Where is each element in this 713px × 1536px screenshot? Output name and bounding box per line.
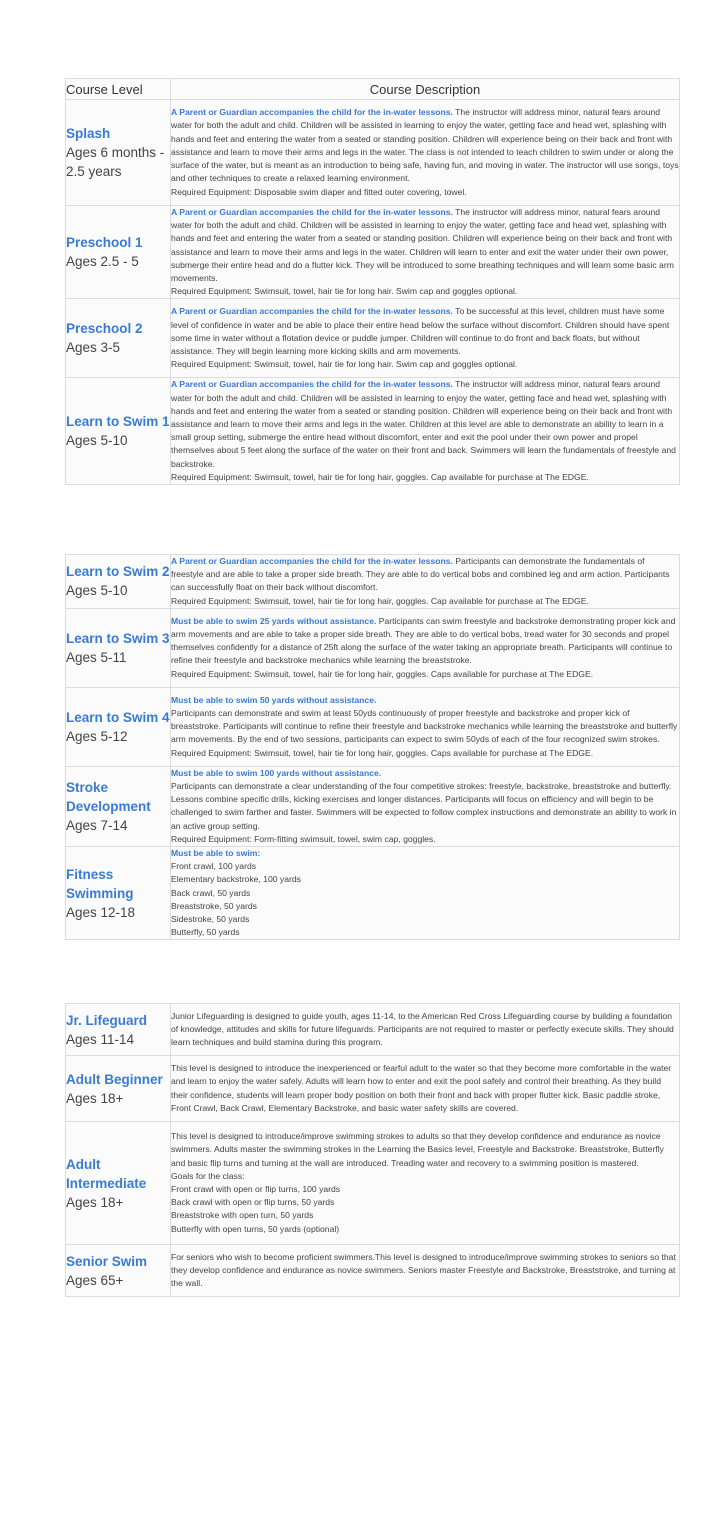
course-description-text: The instructor will address minor, natural fears around water for both the adult and child. Children will be assisted in learning to enjoy the water, getting face and head wet, splashing with hands and feet and entering the water from a seated or standing position. Children will experience being on their back and front with assistance and learn to move their arms and legs in the water. Children will learn to enter and exit the water under their own power, submerge their entire head and do a flutter kick. They will be introduced to some breathing techniques and will learn some basic arm movements. [171,207,674,284]
course-level-cell [66,766,171,846]
course-age: Ages 11-14 [66,1031,135,1047]
table-header-row [66,79,680,100]
course-description-cell [171,100,680,206]
course-name: Senior Swim [66,1253,148,1269]
course-age: Ages 65+ [66,1272,124,1288]
course-detail-line: Required Equipment: Swimsuit, towel, hair tie for long hair, goggles. Caps available for purchase at The EDGE. [171,668,594,679]
course-level-cell [66,299,171,378]
table-1-body [66,100,680,485]
course-description [171,767,679,780]
course-detail-line: Participants can demonstrate and swim at least 50yds continuously of proper freestyle and backstroke and proper kick of breaststroke. Participants will continue to refine their freestyle and backstroke mechanics while learning the breaststroke and butterfly arm movements. By the end of two sessions, participants can expect to swim 50yds of each of the four recognized swim strokes. [171,708,678,745]
course-row [66,378,680,485]
course-detail-line: Breaststroke with open turn, 50 yards [171,1210,314,1221]
course-row [66,847,680,940]
course-row [66,206,680,299]
course-age: Ages 3-5 [66,340,121,356]
course-description-text: Participants can swim freestyle and backstroke demonstrating proper kick and arm movements and are able to take a proper side breath. They are able to do vertical bobs, tread water for 30 seconds and propel themselves confidently for a distance of 25ft along the surface of the water taking an appropriate breath. Participants will continue to refine their freestyle and backstroke mechanics while learning the breaststroke. [171,615,676,666]
course-description-text: The instructor will address minor, natural fears around water for both the adult and child. Children will be assisted in learning to enjoy the water, getting face and head wet, splashing with hands and feet and entering the water from a seated or standing position. Children will experience being on their back and front with assistance and learn to move their arms and legs in the water. The class is not intended to teach children to swim under or along the surface of the water, but is meant as an introduction to being safe, having fun, and moving in water. The instructor will use songs, toys and other techniques to create a relaxed learning environment. [171,107,679,184]
course-description-cell [171,1056,680,1122]
course-description-cell [171,1122,680,1245]
course-description [171,1010,679,1050]
course-detail-line: Elementary backstroke, 100 yards [171,874,301,885]
course-age: Ages 18+ [66,1090,124,1106]
course-detail-line: Required Equipment: Swimsuit, towel, hair tie for long hair. Swim cap and goggles optional. [171,359,518,370]
course-description [171,106,679,185]
course-table-1 [65,78,680,485]
course-name: Learn to Swim 4 [66,709,170,725]
course-description-cell [171,299,680,378]
course-age: Ages 5-12 [66,728,128,744]
course-description [171,1251,679,1291]
table-2-body [66,555,680,940]
course-name: Splash [66,126,111,141]
course-description-cell [171,1004,680,1056]
course-description-text: This level is designed to introduce the inexperienced or fearful adult to the water so that they become more comfortable in the water and learn to enjoy the water safely. Adults will learn how to enter and exit the pool safely and control their breathing. As they build their confidence, students will learn proper body position on both their front and back with proper flutter kick. Basic paddle stroke, Front Crawl, Back Crawl, Elementary Backstroke, and basic water safety skills are covered. [171,1063,672,1113]
course-row [66,299,680,378]
course-level-cell [66,1245,171,1297]
course-description-cell [171,766,680,846]
course-prerequisite: A Parent or Guardian accompanies the child for the in-water lessons. [171,207,453,217]
course-level-cell [66,378,171,485]
course-age: Ages 5-10 [66,433,128,449]
header-course-level: Course Level [66,79,171,100]
course-name: Preschool 2 [66,321,143,337]
course-detail-line: Required Equipment: Swimsuit, towel, hair tie for long hair, goggles. Cap available for purchase at The EDGE. [171,595,589,606]
course-detail-line: Sidestroke, 50 yards [171,914,250,925]
course-row [66,1004,680,1056]
course-prerequisite: A Parent or Guardian accompanies the child for the in-water lessons. [171,306,453,317]
course-description [171,1130,679,1170]
course-age: Ages 12-18 [66,904,136,920]
course-level-cell [66,1004,171,1056]
course-description-text: For seniors who wish to become proficient swimmers.This level is designed to introduce/improve swimming strokes to seniors so that they develop confidence and endurance as novice swimmers. Seniors master Freestyle and Backstroke, Breaststroke, and turning at the wall. [171,1251,676,1289]
course-description-text: To be successful at this level, children must have some level of confidence in water and be able to place their entire head below the surface without discomfort. Children should have spent some time in water without a flotation device or puddle jumper. Children will continue to do front and back floats, but without assistance. They will begin learning more kicking skills and arm movements. [171,306,670,357]
course-row [66,555,680,609]
course-detail-line: Butterfly, 50 yards [171,927,240,938]
course-prerequisite: A Parent or Guardian accompanies the child for the in-water lessons. [171,379,453,390]
course-row [66,766,680,846]
course-description-cell [171,378,680,485]
course-row [66,687,680,766]
course-name: Learn to Swim 1 [66,414,170,430]
course-description-cell [171,555,680,609]
course-level-cell [66,1122,171,1245]
course-row [66,1056,680,1122]
course-detail-line: Back crawl, 50 yards [171,887,251,898]
course-age: Ages 7-14 [66,817,128,833]
course-description-cell [171,206,680,299]
course-name: Learn to Swim 2 [66,564,170,580]
course-level-cell [66,847,171,940]
course-level-cell [66,555,171,609]
course-age: Ages 2.5 - 5 [66,254,139,270]
course-detail-line: Front crawl with open or flip turns, 100 yards [171,1184,341,1194]
course-description-cell [171,847,680,940]
course-row [66,1122,680,1245]
course-detail-line: Back crawl with open or flip turns, 50 yards [171,1197,335,1208]
course-prerequisite: A Parent or Guardian accompanies the child for the in-water lessons. [171,556,453,566]
course-description-text: This level is designed to introduce/improve swimming strokes to adults so that they develop confidence and endurance as novice swimmers. Adults master the swimming strokes in the Learning the Basics level, Freestyle and Backstroke. Breaststroke, Butterfly and basic flip turns and turning at the wall are introduced. Treading water and recovery to a swimming position is mastered. [171,1131,664,1168]
course-detail-line: Participants can demonstrate a clear understanding of the four competitive strokes: freestyle, backstroke, breaststroke and butterfly. Lessons combine specific drills, kicking exercises and longer distances. Participants will focus on efficiency and will begin to be challenged to swim farther and faster. Swimmers will be expected to follow complex instructions and demonstrate an ability to work in an active group setting. [171,781,677,831]
course-age: Ages 18+ [66,1194,124,1210]
course-level-cell [66,100,171,206]
course-description [171,1062,679,1115]
course-detail-line: Breaststroke, 50 yards [171,900,257,911]
header-course-description: Course Description [171,79,680,100]
course-name: Learn to Swim 3 [66,630,170,646]
course-prerequisite: Must be able to swim: [171,848,261,859]
course-detail-line: Required Equipment: Form-fitting swimsuit, towel, swim cap, goggles. [171,833,436,844]
course-prerequisite: Must be able to swim 50 yards without assistance. [171,694,377,705]
course-name: Stroke Development [66,779,151,814]
course-name: Fitness Swimming [66,866,134,901]
course-detail-line: Required Equipment: Disposable swim diaper and fitted outer covering, towel. [171,186,467,197]
course-detail-line: Required Equipment: Swimsuit, towel, hair tie for long hair, goggles. Caps available for purchase at The EDGE. [171,747,594,758]
course-detail-line: Goals for the class: [171,1170,245,1181]
course-description [171,206,679,285]
course-age: Ages 6 months - 2.5 years [66,145,165,179]
course-detail-line: Front crawl, 100 yards [171,861,257,872]
course-level-cell [66,687,171,766]
course-level-cell [66,608,171,687]
course-prerequisite: Must be able to swim 100 yards without assistance. [171,767,382,778]
course-description-text: The instructor will address minor, natural fears around water for both the adult and child. Children will be assisted in learning to enjoy the water, getting face and head wet, splashing with hands and feet and entering the water from a seated or standing position. Children will experience being on their back and front with assistance and learn to move their arms and legs in the water. Children at this level are able to demonstrate an ability to learn in a small group setting, submerge the entire head without discomfort, enter and exit the pool under their own power and propel themselves about 5 feet along the surface of the water on their front and back. Swimmers will learn the fundamentals of freestyle and backstroke. [171,379,676,469]
course-age: Ages 5-10 [66,583,128,599]
course-age: Ages 5-11 [66,649,127,665]
course-row [66,100,680,206]
course-prerequisite: A Parent or Guardian accompanies the child for the in-water lessons. [171,107,453,118]
course-description [171,847,679,860]
table-3-body [66,1004,680,1297]
course-description-text: Participants can demonstrate the fundamentals of freestyle and are able to take a proper side breath. They are able to do vertical bobs and combined leg and arm action. Participants can successfully float on their back without discomfort. [171,556,670,593]
course-table-2 [65,554,680,940]
course-description-text: Junior Lifeguarding is designed to guide youth, ages 11-14, to the American Red Cross Lifeguarding course by building a foundation of knowledge, attitudes and skills for future lifeguards. Participants are not required to master or perfectly execute skills. They should learn techniques and build stamina during this program. [171,1010,674,1048]
course-table-3 [65,1003,680,1297]
course-row [66,1245,680,1297]
course-detail-line: Required Equipment: Swimsuit, towel, hair tie for long hair, goggles. Cap available for purchase at The EDGE. [171,471,589,482]
course-description-cell [171,687,680,766]
course-description-cell [171,1245,680,1297]
course-detail-line: Butterfly with open turns, 50 yards (optional) [171,1223,340,1234]
course-description [171,615,679,668]
course-name: Adult Beginner [66,1071,163,1087]
course-description [171,305,679,358]
course-name: Jr. Lifeguard [66,1012,148,1028]
course-level-cell [66,206,171,299]
course-description [171,555,679,595]
course-description-cell [171,608,680,687]
course-description [171,378,679,470]
course-name: Adult Intermediate [66,1156,147,1191]
course-detail-line: Required Equipment: Swimsuit, towel, hair tie for long hair. Swim cap and goggles optional. [171,286,518,297]
course-level-cell [66,1056,171,1122]
course-row [66,608,680,687]
course-description [171,694,679,707]
course-prerequisite: Must be able to swim 25 yards without assistance. [171,615,377,626]
course-name: Preschool 1 [66,235,143,251]
